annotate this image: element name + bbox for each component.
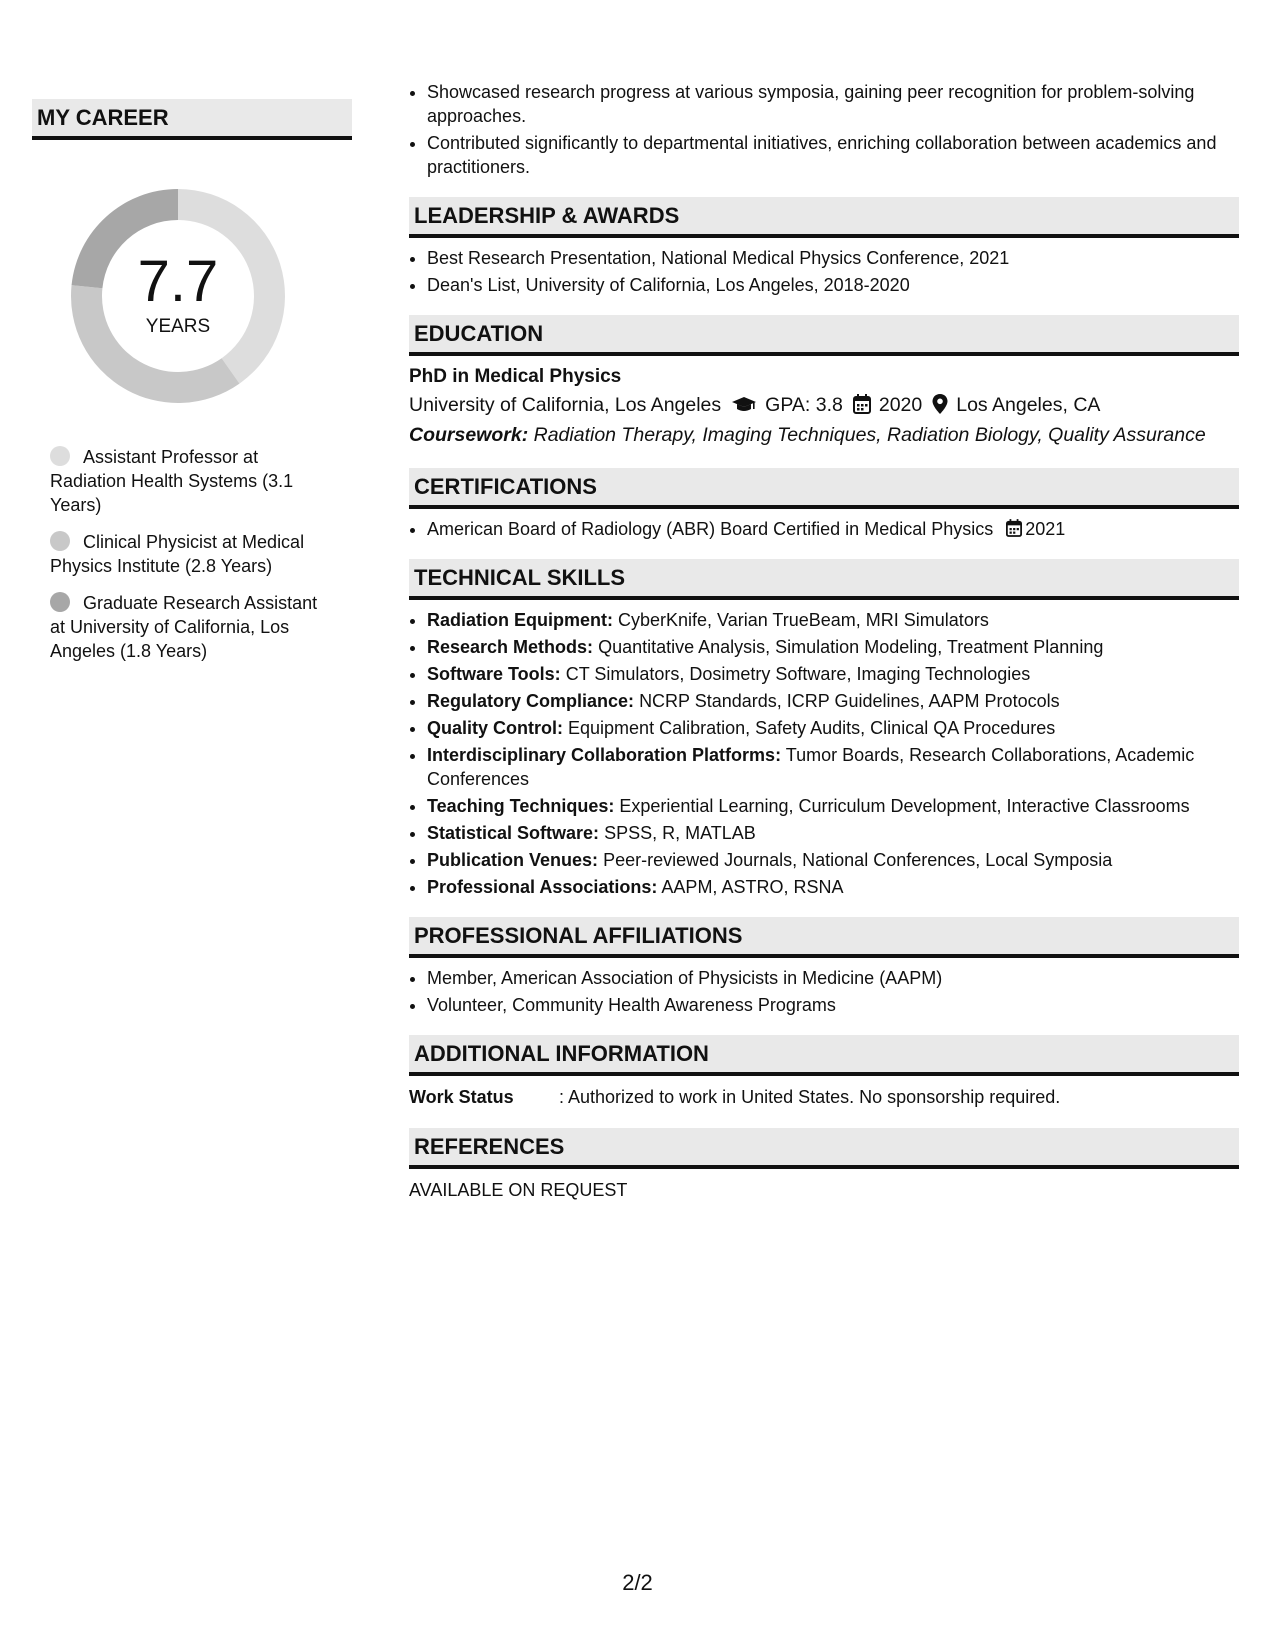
coursework-list: Radiation Therapy, Imaging Techniques, Radiation Biology, Quality Assurance [533,424,1206,446]
career-legend-item [50,445,320,517]
certification-year: 2021 [1025,519,1066,539]
certifications-list [409,517,1239,541]
skill-values: Tumor Boards, Research Collaborations, Academic Conferences [427,745,1195,789]
coursework-label: Coursework: [409,424,529,446]
skill-item [427,875,1239,899]
career-title: MY CAREER [32,99,352,140]
skill-category: Professional Associations: [427,877,658,897]
leadership-section [409,197,1239,297]
work-status-row [409,1084,1239,1110]
affiliation-item: • Volunteer, Community Health Awareness Programs [427,993,1239,1017]
location-pin-icon [932,394,948,414]
legend-label: Assistant Professor at Radiation Health Systems (3.1 Years) [50,447,294,515]
work-status-label: Work Status [409,1087,514,1107]
certification-name: American Board of Radiology (ABR) Board Certified in Medical Physics [427,519,994,539]
career-legend [50,445,320,663]
affiliations-section [409,917,1239,1017]
skill-values: NCRP Standards, ICRP Guidelines, AAPM Protocols [639,691,1060,711]
leadership-heading: LEADERSHIP & AWARDS [409,197,1239,238]
skill-category: Software Tools: [427,664,561,684]
skill-values: Peer-reviewed Journals, National Conferences, Local Symposia [603,850,1113,870]
references-heading: REFERENCES [409,1128,1239,1169]
skill-values: CyberKnife, Varian TrueBeam, MRI Simulators [618,610,989,630]
skill-category: Regulatory Compliance: [427,691,635,711]
references-text: AVAILABLE ON REQUEST [409,1180,628,1200]
legend-label: Clinical Physicist at Medical Physics Institute (2.8 Years) [50,532,305,576]
legend-dot [50,592,70,612]
experience-bullet: • Contributed significantly to departmental initiatives, enriching collaboration between academics and practitioners. [427,131,1239,179]
coursework-line [409,420,1239,450]
skill-values: Experiential Learning, Curriculum Development, Interactive Classrooms [619,796,1190,816]
education-details [409,390,1239,420]
education-heading: EDUCATION [409,315,1239,356]
skill-item [427,821,1239,845]
references-section [409,1128,1239,1203]
affiliations-list [409,966,1239,1017]
legend-dot [50,531,70,551]
skills-list [409,608,1239,899]
career-legend-item [50,530,320,578]
skill-item [427,689,1239,713]
skill-item [427,635,1239,659]
legend-label: Graduate Research Assistant at University of California, Los Angeles (1.8 Years) [50,593,318,661]
affiliations-heading: PROFESSIONAL AFFILIATIONS [409,917,1239,958]
school-location: Los Angeles, CA [956,394,1101,416]
affiliation-item: • Member, American Association of Physicists in Medicine (AAPM) [427,966,1239,990]
experience-bullet: • Showcased research progress at various symposia, gaining peer recognition for problem-solving approaches. [427,80,1239,128]
additional-info-section [409,1035,1239,1110]
skill-category: Statistical Software: [427,823,600,843]
career-donut-chart [64,182,292,410]
award-item: • Best Research Presentation, National Medical Physics Conference, 2021 [427,246,1239,270]
leadership-list [409,246,1239,297]
skills-section [409,559,1239,899]
page-number: 2/2 [622,1570,653,1595]
skill-category: Teaching Techniques: [427,796,615,816]
degree-title: PhD in Medical Physics [409,366,622,387]
education-section [409,315,1239,450]
career-sidebar [32,99,352,676]
skill-item [427,662,1239,686]
career-legend-item [50,591,320,663]
skill-category: Interdisciplinary Collaboration Platforms: [427,745,782,765]
skill-category: Quality Control: [427,718,563,738]
skill-values: Quantitative Analysis, Simulation Modeling, Treatment Planning [598,637,1104,657]
certifications-section [409,468,1239,541]
skill-item [427,716,1239,740]
skill-values: AAPM, ASTRO, RSNA [661,877,844,897]
graduation-cap-icon [731,396,757,414]
certifications-heading: CERTIFICATIONS [409,468,1239,509]
skill-values: SPSS, R, MATLAB [604,823,756,843]
main-content [409,80,1239,1203]
skill-category: Publication Venues: [427,850,599,870]
legend-dot [50,446,70,466]
skill-item [427,848,1239,872]
skill-item [427,794,1239,818]
skills-heading: TECHNICAL SKILLS [409,559,1239,600]
experience-bullets [409,80,1239,179]
calendar-icon [1006,519,1022,537]
skill-item [427,608,1239,632]
school-name: University of California, Los Angeles [409,394,722,416]
skill-item [427,743,1239,791]
graduation-year: 2020 [878,394,923,416]
work-status-value: : Authorized to work in United States. No sponsorship required. [559,1087,1061,1107]
skill-values: CT Simulators, Dosimetry Software, Imaging Technologies [565,664,1031,684]
total-years-unit: YEARS [145,316,211,337]
calendar-icon [853,394,871,414]
award-item: • Dean's List, University of California, Los Angeles, 2018-2020 [427,273,1239,297]
total-years-value: 7.7 [137,249,219,314]
additional-info-heading: ADDITIONAL INFORMATION [409,1035,1239,1076]
gpa-value: GPA: 3.8 [765,394,843,416]
skill-values: Equipment Calibration, Safety Audits, Clinical QA Procedures [568,718,1056,738]
certification-item [427,517,1239,541]
skill-category: Research Methods: [427,637,594,657]
skill-category: Radiation Equipment: [427,610,613,630]
